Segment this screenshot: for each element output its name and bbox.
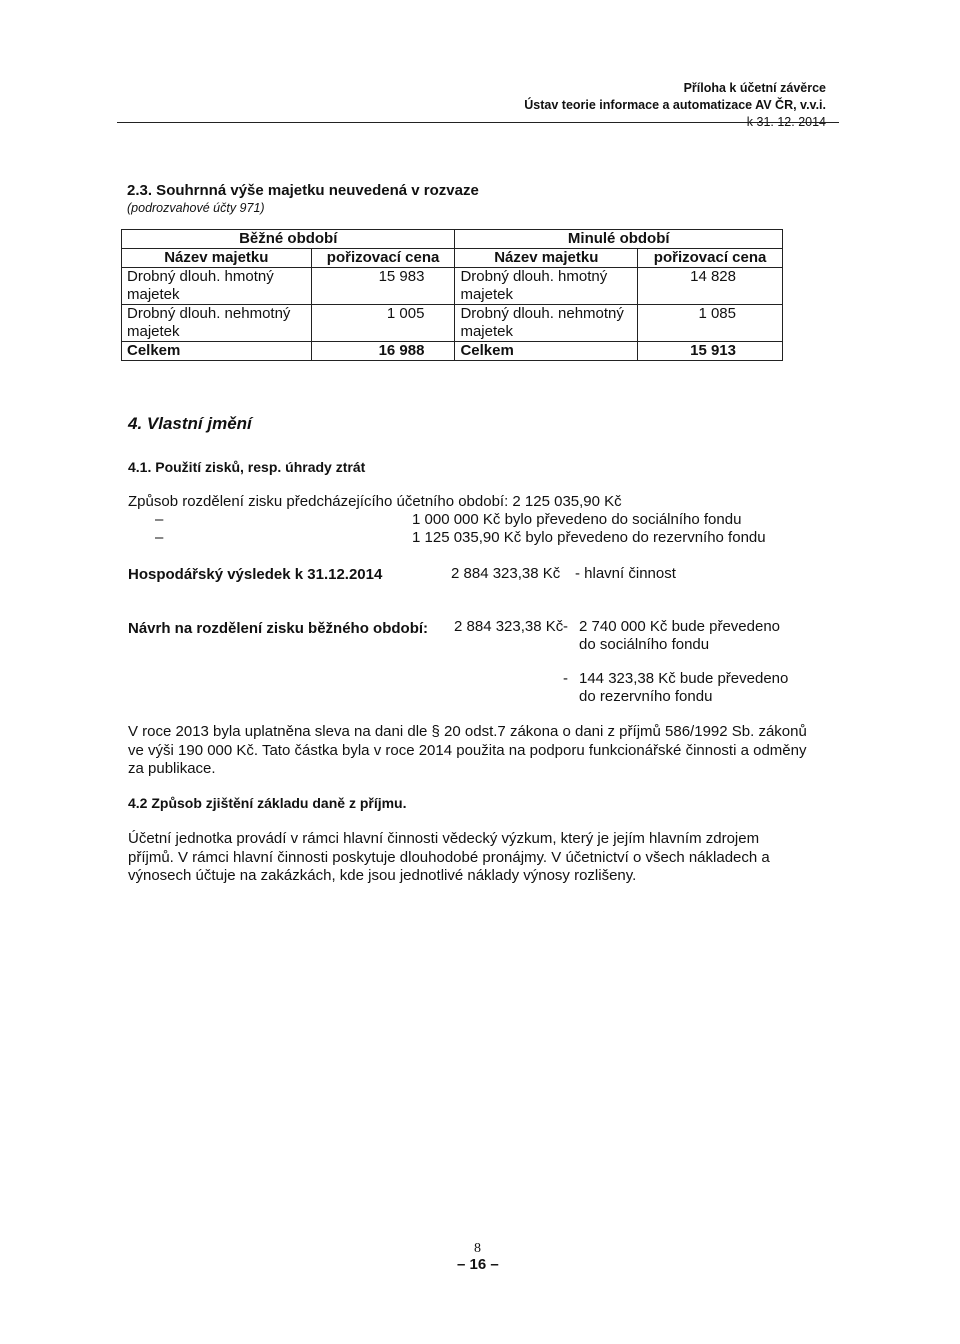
tax-base-line: výnosech účtuje na zakázkách, kde jsou jednotlivé náklady výnosy rozlišeny. bbox=[128, 867, 637, 884]
tax-base-line: Účetní jednotka provádí v rámci hlavní činnosti vědecký výzkum, který je jejím hlavním zdrojem bbox=[128, 830, 760, 847]
proposal-value: 2 884 323,38 Kč bbox=[454, 618, 564, 635]
section-4-title: 4. Vlastní jmění bbox=[128, 414, 252, 433]
tax-note-line: V roce 2013 byla uplatněna sleva na dani dle § 20 odst.7 zákona o dani z příjmů 586/1992 Sb. zákonů bbox=[128, 723, 807, 740]
prior-item-text: 1 000 000 Kč bylo převedeno do sociálního fondu bbox=[412, 511, 742, 528]
row-current-value: 15 983 bbox=[311, 268, 455, 305]
prior-item-text: 1 125 035,90 Kč bylo převedeno do rezervního fondu bbox=[412, 529, 766, 546]
tax-base-paragraph bbox=[128, 830, 770, 886]
row-current-name: Drobný dlouh. nehmotný majetek bbox=[122, 305, 312, 342]
section-2-3-subtitle: (podrozvahové účty 971) bbox=[127, 201, 265, 215]
page-number: – 16 – bbox=[457, 1256, 499, 1273]
proposal-item-line2: do rezervního fondu bbox=[579, 688, 713, 705]
total-label-current: Celkem bbox=[122, 342, 312, 361]
header-line-3: k 31. 12. 2014 bbox=[746, 115, 826, 129]
section-2-3-title: 2.3. Souhrnná výše majetku neuvedená v rozvaze bbox=[127, 182, 479, 199]
total-value-previous: 15 913 bbox=[638, 342, 783, 361]
section-4-1-title: 4.1. Použití zisků, resp. úhrady ztrát bbox=[128, 459, 366, 475]
proposal-label: Návrh na rozdělení zisku běžného období: bbox=[128, 620, 429, 637]
result-value: 2 884 323,38 Kč bbox=[451, 565, 561, 582]
prior-distribution-text: Způsob rozdělení zisku předcházejícího účetního období: 2 125 035,90 Kč bbox=[128, 493, 622, 510]
tax-note-line: ve výši 190 000 Kč. Tato částka byla v roce 2014 použita na podporu funkcionářské činnosti a odměny bbox=[128, 741, 807, 759]
tax-note-paragraph bbox=[128, 723, 807, 779]
result-label: Hospodářský výsledek k 31.12.2014 bbox=[128, 566, 383, 583]
row-previous-value: 14 828 bbox=[638, 268, 783, 305]
tax-base-line: příjmů. V rámci hlavní činnosti poskytuje dlouhodobé pronájmy. V účetnictví o všech nákladech a bbox=[128, 848, 770, 866]
row-previous-name: Drobný dlouh. nehmotný majetek bbox=[455, 305, 638, 342]
col-name-current: Název majetku bbox=[122, 249, 312, 268]
prior-item-dash: – bbox=[155, 511, 164, 528]
period-previous-header: Minulé období bbox=[455, 230, 783, 249]
total-label-previous: Celkem bbox=[455, 342, 638, 361]
proposal-item-line2: do sociálního fondu bbox=[579, 636, 710, 653]
row-previous-name: Drobný dlouh. hmotný majetek bbox=[455, 268, 638, 305]
assets-table bbox=[121, 229, 783, 361]
proposal-item-line1: 2 740 000 Kč bude převedeno bbox=[579, 618, 780, 635]
result-note: - hlavní činnost bbox=[575, 565, 676, 582]
row-current-name: Drobný dlouh. hmotný majetek bbox=[122, 268, 312, 305]
table-row bbox=[122, 268, 783, 305]
tax-note-line: za publikace. bbox=[128, 760, 216, 777]
document-header bbox=[524, 80, 826, 131]
row-previous-value: 1 085 bbox=[638, 305, 783, 342]
proposal-item-line1: 144 323,38 Kč bude převedeno bbox=[579, 670, 789, 687]
proposal-item-dash: - bbox=[563, 618, 568, 635]
header-divider bbox=[117, 122, 839, 123]
page-number-small: 8 bbox=[474, 1241, 481, 1256]
table-total-row bbox=[122, 342, 783, 361]
section-4-2-title: 4.2 Způsob zjištění základu daně z příjmu. bbox=[128, 795, 407, 811]
period-current-header: Běžné období bbox=[122, 230, 455, 249]
proposal-item-dash: - bbox=[563, 670, 568, 687]
prior-item-dash: – bbox=[155, 529, 164, 546]
header-line-2: Ústav teorie informace a automatizace AV ČR, v.v.i. bbox=[524, 98, 826, 112]
header-line-1: Příloha k účetní závěrce bbox=[683, 81, 826, 95]
col-name-previous: Název majetku bbox=[455, 249, 638, 268]
col-cost-previous: pořizovací cena bbox=[638, 249, 783, 268]
col-cost-current: pořizovací cena bbox=[311, 249, 455, 268]
row-current-value: 1 005 bbox=[311, 305, 455, 342]
table-row bbox=[122, 305, 783, 342]
total-value-current: 16 988 bbox=[311, 342, 455, 361]
